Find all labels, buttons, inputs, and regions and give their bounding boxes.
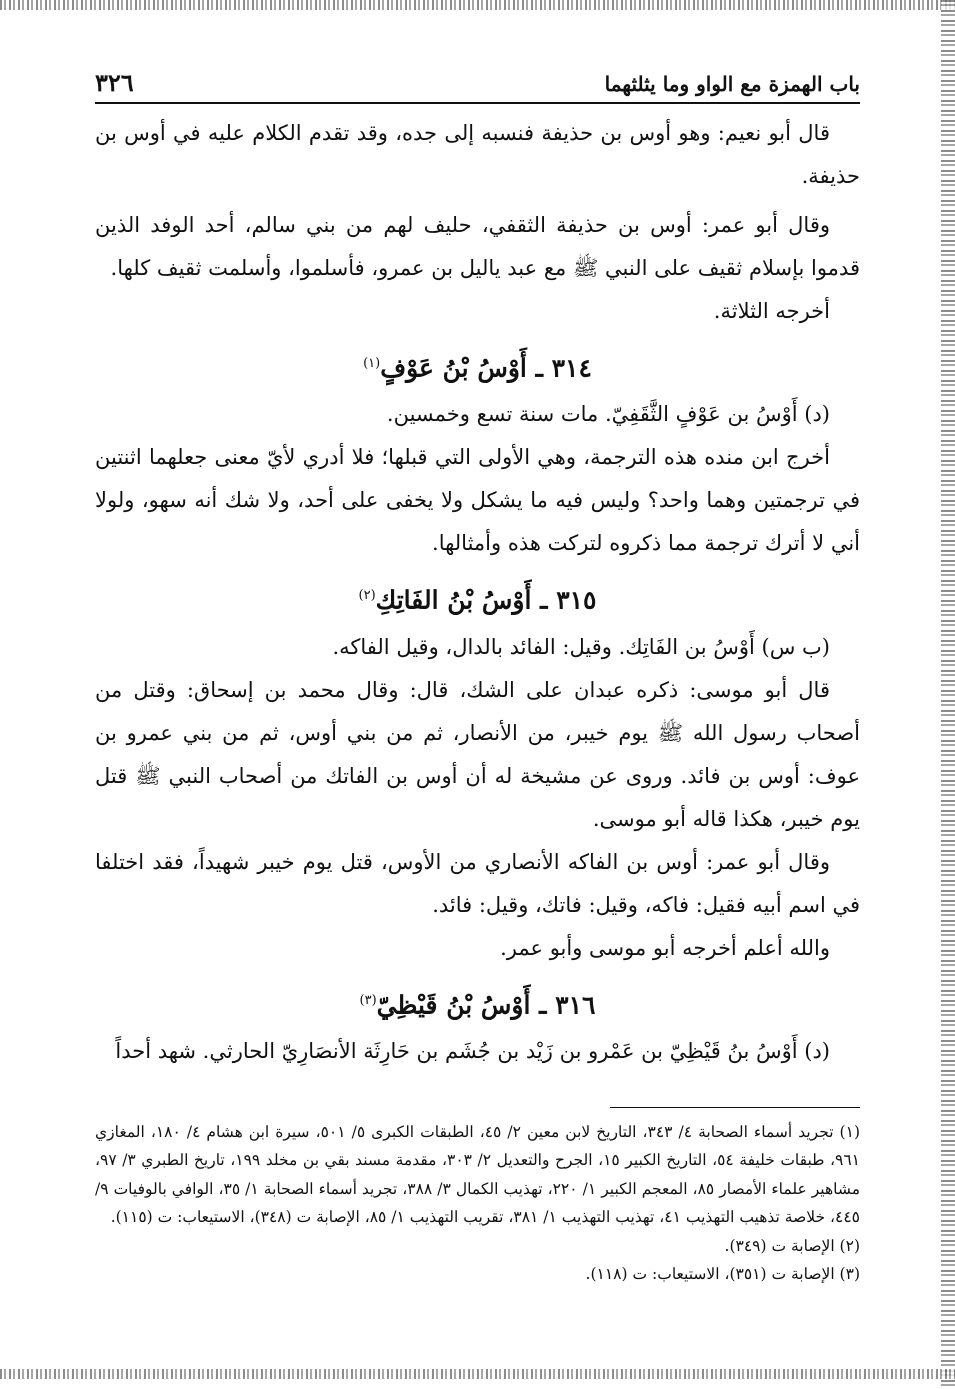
paragraph-entry-315: (ب س) أَوْسُ بن الفَاتِك. وقيل: الفائد بالدال، وقيل الفاكه. [332, 634, 830, 659]
page-header [95, 68, 860, 104]
paragraph-entry-316: (د) أَوْسُ بنُ قَيْظِيّ بن عَمْرو بن زَيْد بن جُشَم بن حَارِثَة الأنصَارِيّ الحارثي. شهد أحداً [115, 1038, 830, 1063]
decorative-border-top [0, 0, 955, 10]
paragraph-abu-musa: قال أبو موسى: ذكره عبدان على الشك، قال: وقال محمد بن إسحاق: وقتل من أصحاب رسول الله ﷺ يوم خيبر، من الأنصار، ثم من بني أوس، ثم من بني عمرو بن عوف: أوس بن فائد. وروى عن مشيخة له أن أوس بن الفاتك من أصحاب النبي ﷺ قتل يوم خيبر، هكذا قاله أبو موسى. [95, 677, 860, 831]
paragraph-ibn-mandah: أخرج ابن منده هذه الترجمة، وهي الأولى التي قبلها؛ فلا أدري لأيّ معنى جعلهما اثنتين في ترجمتين وهما واحد؟ وليس فيه ما يشكل ولا يخفى على أحد، ولا شك أنه سهو، ولولا أني لا أترك ترجمة مما ذكروه لتركت هذه وأمثالها. [95, 445, 860, 556]
paragraph-abu-umar-2: وقال أبو عمر: أوس بن الفاكه الأنصاري من الأوس، قتل يوم خيبر شهيداً، فقد اختلفا في اسم أبيه فقيل: فاكه، وقيل: فاتك، وقيل: فائد. [95, 849, 860, 917]
entry-title-314: ٣١٤ ـ أَوْسُ بْنُ عَوْفٍ [380, 353, 592, 383]
entry-heading-314 [95, 341, 860, 391]
footnote-divider [610, 1107, 860, 1108]
page [95, 68, 860, 1289]
page-number: ٣٢٦ [95, 68, 134, 97]
footnote-1: (١) تجريد أسماء الصحابة ٤/ ٣٤٣، التاريخ لابن معين ٢/ ٤٥، الطبقات الكبرى ٥/ ٥٠١، سيرة ابن هشام ٤/ ١٨٠، المغازي ٩٦١، طبقات خليفة ٥٤، التاريخ الكبير ١٥، الجرح والتعديل ٢/ ٣٠٣، مقدمة مسند بقي بن مخلد ١٩٩، تاريخ الطبري ٣/ ٩٧، مشاهير علماء الأمصار ٨٥، المعجم الكبير ١/ ٢٢٠، تهذيب الكمال ٣/ ٣٨٨، تجريد أسماء الصحابة ١/ ٣٥، الوافي بالوفيات ٩/ ٤٤٥، خلاصة تذهيب التهذيب ٤١، تهذيب التهذيب ١/ ٣٨١، تقريب التهذيب ١/ ٨٥، الإصابة ت (٣٤٨)، الاستيعاب: ت (١١٥). [95, 1122, 861, 1227]
footnote-3: (٣) الإصابة ت (٣٥١)، الاستيعاب: ت (١١٨). [585, 1265, 860, 1284]
footnote-ref-2: (٢) [358, 588, 376, 604]
running-title: باب الهمزة مع الواو وما يثلثهما [604, 72, 860, 96]
paragraph-allah-alam: والله أعلم أخرجه أبو موسى وأبو عمر. [500, 935, 830, 960]
paragraph-kharrajahu: أخرجه الثلاثة. [713, 299, 830, 323]
footnote-ref-1: (١) [363, 356, 381, 371]
entry-title-316: ٣١٦ ـ أَوْسُ بْنُ قَيْظِيّ [376, 989, 596, 1019]
paragraph-entry-314: (د) أَوْسُ بن عَوْفٍ الثَّقَفِيّ. مات سنة تسع وخمسين. [386, 402, 830, 427]
footnote-2: (٢) الإصابة ت (٣٤٩). [724, 1236, 860, 1255]
entry-heading-316 [95, 978, 860, 1028]
entry-heading-315 [95, 573, 860, 623]
decorative-border-bottom [0, 1369, 955, 1379]
decorative-border-right [941, 0, 955, 1389]
entry-title-315: ٣١٥ ـ أَوْسُ بْنُ الفَاتِكِ [375, 585, 597, 615]
paragraph-abu-nuaym: قال أبو نعيم: وهو أوس بن حذيفة فنسبه إلى جده، وقد تقدم الكلام عليه في أوس بن حذيفة. [95, 121, 860, 188]
paragraph-abu-umar: وقال أبو عمر: أوس بن حذيفة الثقفي، حليف لهم من بني سالم، أحد الوفد الذين قدموا بإسلام ثقيف على النبي ﷺ مع عبد ياليل بن عمرو، فأسلموا، وأسلمت ثقيف كلها. [95, 213, 860, 280]
footnote-ref-3: (٣) [359, 992, 377, 1008]
